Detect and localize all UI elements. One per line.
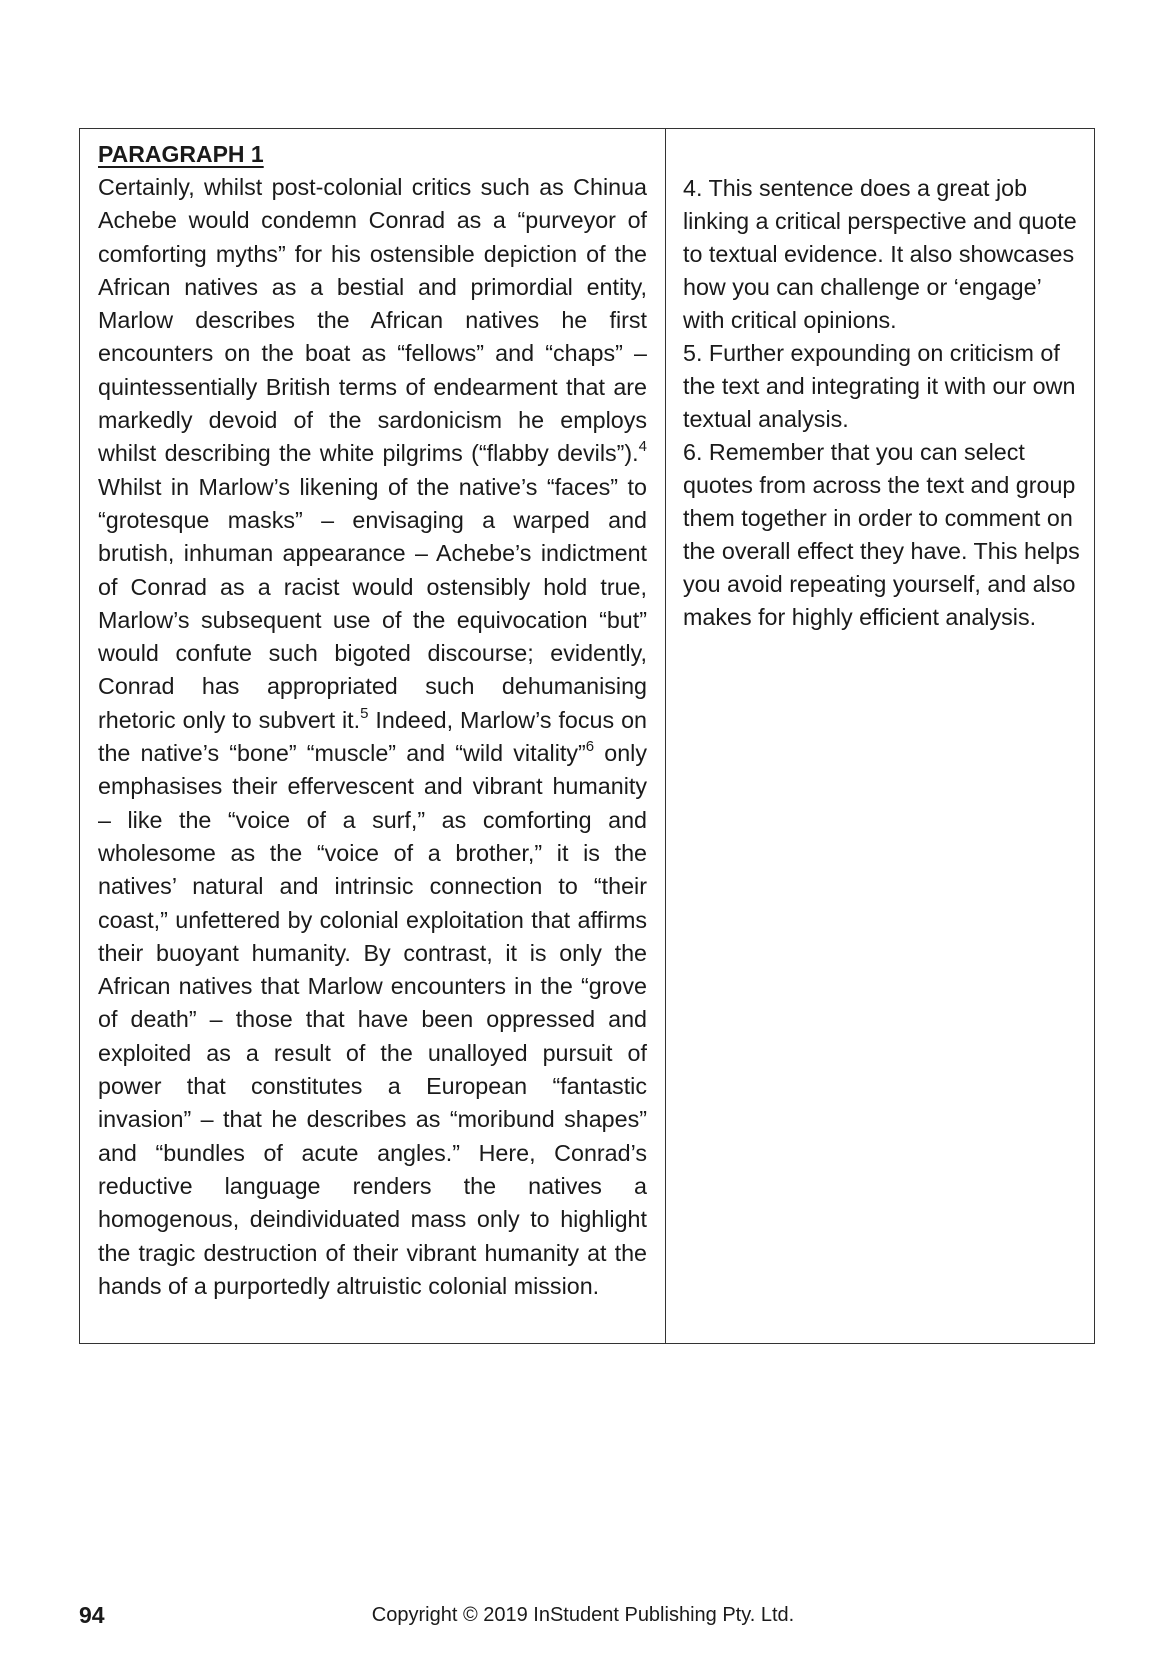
annotation-table (79, 128, 1095, 1344)
notes-column (666, 129, 1094, 1343)
note-item: 5. Further expounding on criticism of the text and integrating it with our own textual analysis. (683, 340, 1076, 432)
copyright-notice: Copyright © 2019 InStudent Publishing Pty. Ltd. (371, 1604, 795, 1626)
paragraph-text: Certainly, whilst post-colonial critics such as Chinua Achebe would condemn Conrad as a “purveyor of comforting myths” for his ostensible depiction of the African natives as a bestial and primordial entity, Marlow describes the African natives he first encounters on the boat as “fellows” and “chaps” – quintessentially British terms of endearment that are markedly devoid of the sardonicism he employs whilst describing the white pilgrims (“flabby devils”). (98, 174, 647, 467)
paragraph-text: Whilst in Marlow’s likening of the native’s “faces” to “grotesque masks” – envisaging a warped and brutish, inhuman appearance – Achebe’s indictment of Conrad as a racist would ostensibly hold true, Marlow’s subsequent use of the equivocation “but” would confute such bigoted discourse; evidently, Conrad has appropriated such dehumanising rhetoric only to subvert it. (98, 473, 647, 733)
page-number: 94 (79, 1602, 105, 1628)
paragraph-text: only emphasises their effervescent and vibrant humanity – like the “voice of a surf,” as comforting and wholesome as the “voice of a brother,” it is the natives’ natural and intrinsic connection to “their coast,” unfettered by colonial exploitation that affirms their buoyant humanity. By contrast, it is only the African natives that Marlow encounters in the “grove of death” – those that have been oppressed and exploited as a result of the unalloyed pursuit of power that constitutes a European “fantastic invasion” – that he describes as “moribund shapes” and “bundles of acute angles.” Here, Conrad’s reductive language renders the natives a homogenous, deindividuated mass only to highlight the tragic destruction of their vibrant humanity at the hands of a purportedly altruistic colonial mission. (98, 740, 647, 1299)
essay-column (80, 129, 666, 1343)
note-item: 6. Remember that you can select quotes from across the text and group them together in order to comment on the overall effect they have. This helps you avoid repeating yourself, and also makes for highly efficient analysis. (683, 439, 1080, 630)
paragraph-heading: PARAGRAPH 1 (98, 141, 264, 167)
paragraph-body (98, 171, 647, 1303)
footnote-marker: 6 (585, 738, 595, 756)
paragraph-text: Indeed, Marlow’s focus on the native’s “bone” “muscle” and “wild vitality” (98, 706, 647, 767)
footnote-marker: 5 (360, 704, 369, 722)
note-item: 4. This sentence does a great job linking a critical perspective and quote to textual evidence. It also showcases how you can challenge or ‘engage’ with critical opinions. (683, 175, 1077, 333)
footnote-marker: 4 (638, 438, 647, 456)
